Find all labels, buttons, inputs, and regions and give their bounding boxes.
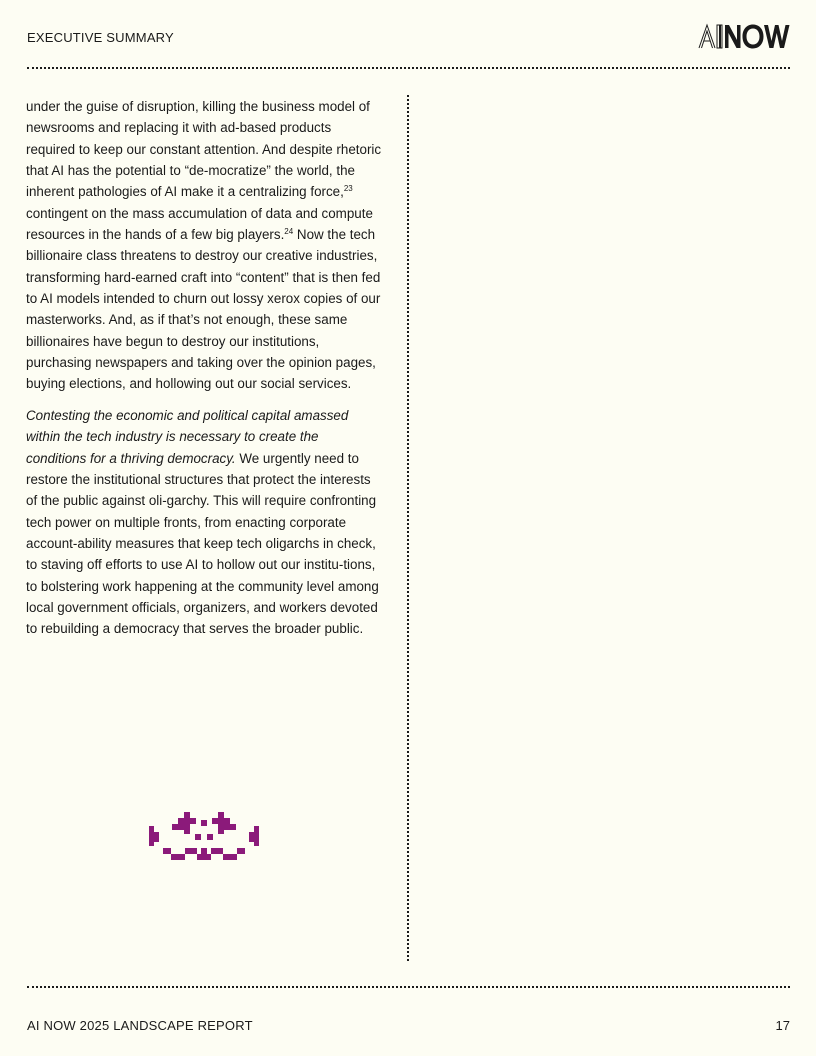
footnote-ref-23[interactable]: 23 — [343, 184, 353, 194]
column-divider — [407, 95, 409, 961]
paragraph-1-text-a: under the guise of disruption, killing the business model of newsrooms and replacing it with ad-based products required to keep our constant attention. And despite rhetoric that AI has the potential to “de-mocratize” the world, the inherent pathologies of AI make it a centralizing force, — [26, 99, 382, 200]
paragraph-2 — [26, 405, 382, 640]
footer-divider — [27, 986, 790, 988]
ai-now-logo — [698, 22, 790, 50]
paragraph-1 — [26, 96, 382, 395]
page-number: 17 — [775, 1018, 790, 1033]
paragraph-2-text: We urgently need to restore the institutional structures that protect the interests of the public against oli-garchy. This will require confronting tech power on multiple fronts, from enacting corporate account-ability measures that keep tech oligarchs in check, to staving off efforts to use AI to hollow out our institu-tions, to bolstering work happening at the community level among local government officials, organizers, and workers devoted to rebuilding a democracy that serves the broader public. — [26, 450, 379, 637]
section-label: EXECUTIVE SUMMARY — [27, 30, 174, 45]
body-text — [26, 96, 382, 650]
paragraph-1-text-c: Now the tech billionaire class threatens to destroy our creative industries, transforming hard-earned craft into “content” that is then fed to AI models intended to churn out lossy xerox copies of our masterworks. And, as if that’s not enough, these same billionaires have begun to destroy our institutions, purchasing newspapers and taking over the opinion pages, buying elections, and hollowing out our social services. — [26, 227, 381, 392]
pixel-mascot-icon — [149, 812, 259, 862]
report-title: AI NOW 2025 LANDSCAPE REPORT — [27, 1018, 253, 1033]
header-divider — [27, 67, 790, 69]
paragraph-2-emphasis: Contesting the economic and political capital amassed within the tech industry is necessary to create the conditions for a thriving democracy. — [26, 407, 349, 466]
paragraph-1-text-b: contingent on the mass accumulation of data and compute resources in the hands of a few big players. — [26, 205, 373, 243]
footnote-ref-24[interactable]: 24 — [284, 227, 294, 237]
